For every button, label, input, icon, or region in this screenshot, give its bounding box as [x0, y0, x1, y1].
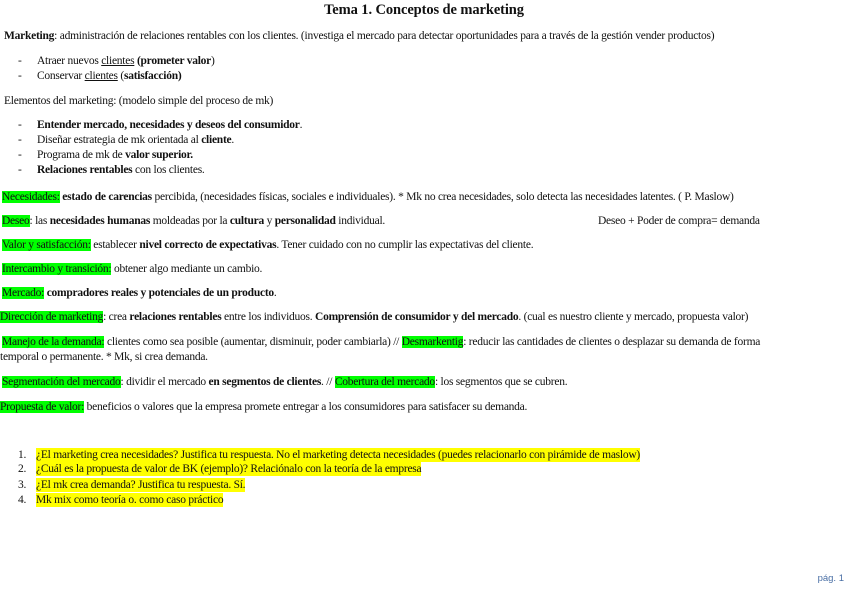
question-text: ¿El mk crea demanda? Justifica tu respuesta. Sí.: [36, 479, 246, 491]
valor-line: Valor y satisfacción: establecer nivel correcto de expectativas. Tener cuidado con no cumplir las expectativas del cliente.: [2, 239, 534, 251]
demanda-term: Manejo de la demanda:: [2, 336, 105, 348]
question-text: Mk mix como teoría o. como caso práctico: [36, 494, 224, 506]
bullet-dash: -: [18, 164, 22, 176]
propuesta-term: Propuesta de valor:: [0, 401, 85, 413]
marketing-definition-text: : administración de relaciones rentables con los clientes. (investiga el mercado para detectar oportunidades para a través de la gestión vender productos): [54, 30, 715, 42]
segmentacion-line: Segmentación del mercado: dividir el mercado en segmentos de clientes. // Cobertura del mercado: los segmentos que se cubren.: [2, 376, 568, 388]
page-title: Tema 1. Conceptos de marketing: [324, 2, 524, 18]
direccion-term: Dirección de marketing: [0, 311, 104, 323]
necesidades-line: Necesidades: estado de carencias percibida, (necesidades físicas, sociales e individuales). * Mk no crea necesidades, solo detecta las necesidades latentes. ( P. Maslow): [2, 191, 734, 203]
bullet-dash: -: [18, 134, 22, 146]
question-text: ¿El marketing crea necesidades? Justifica tu respuesta. No el marketing detecta necesidades (puedes relacionarlo con pirámide de maslow): [36, 449, 640, 461]
desmarketing-term: Desmarkentig: [401, 336, 464, 348]
intercambio-line: Intercambio y transición: obtener algo mediante un cambio.: [2, 263, 263, 275]
segmentacion-term: Segmentación del mercado: [2, 376, 121, 388]
cobertura-term: Cobertura del mercado: [334, 376, 435, 388]
bullet-dash: -: [18, 149, 22, 161]
bullet-dash: -: [18, 70, 22, 82]
deseo-line: Deseo: las necesidades humanas moldeadas por la cultura y personalidad individual.: [2, 215, 386, 227]
bullet-dash: -: [18, 55, 22, 67]
demanda-line: Manejo de la demanda: clientes como sea posible (aumentar, disminuir, poder cambiarla) // Desmarkentig: reducir las cantidades de clientes o desplazar su demanda de forma: [2, 336, 761, 348]
necesidades-term: Necesidades:: [2, 191, 60, 203]
valor-term: Valor y satisfacción:: [2, 239, 91, 251]
deseo-term: Deseo: [2, 215, 30, 227]
question-text: ¿Cuál es la propuesta de valor de BK (ejemplo)? Relaciónalo con la teoría de la empresa: [36, 463, 422, 475]
marketing-definition: [4, 29, 714, 43]
page-number: pág. 1: [817, 573, 844, 584]
mercado-term: Mercado:: [2, 287, 45, 299]
intercambio-term: Intercambio y transición:: [2, 263, 112, 275]
direccion-line: Dirección de marketing: crea relaciones rentables entre los individuos. Comprensión de consumidor y del mercado. (cual es nuestro cliente y mercado, propuesta valor): [0, 311, 749, 323]
propuesta-line: Propuesta de valor: beneficios o valores que la empresa promete entregar a los consumidores para satisfacer su demanda.: [0, 401, 528, 413]
deseo-formula: Deseo + Poder de compra= demanda: [598, 215, 760, 227]
marketing-term: Marketing: [4, 30, 55, 42]
bullet-dash: -: [18, 119, 22, 131]
demanda-line-2: temporal o permanente. * Mk, si crea demanda.: [0, 351, 208, 363]
elements-heading: Elementos del marketing: (modelo simple del proceso de mk): [4, 95, 274, 107]
mercado-line: Mercado: compradores reales y potenciales de un producto.: [2, 287, 277, 299]
